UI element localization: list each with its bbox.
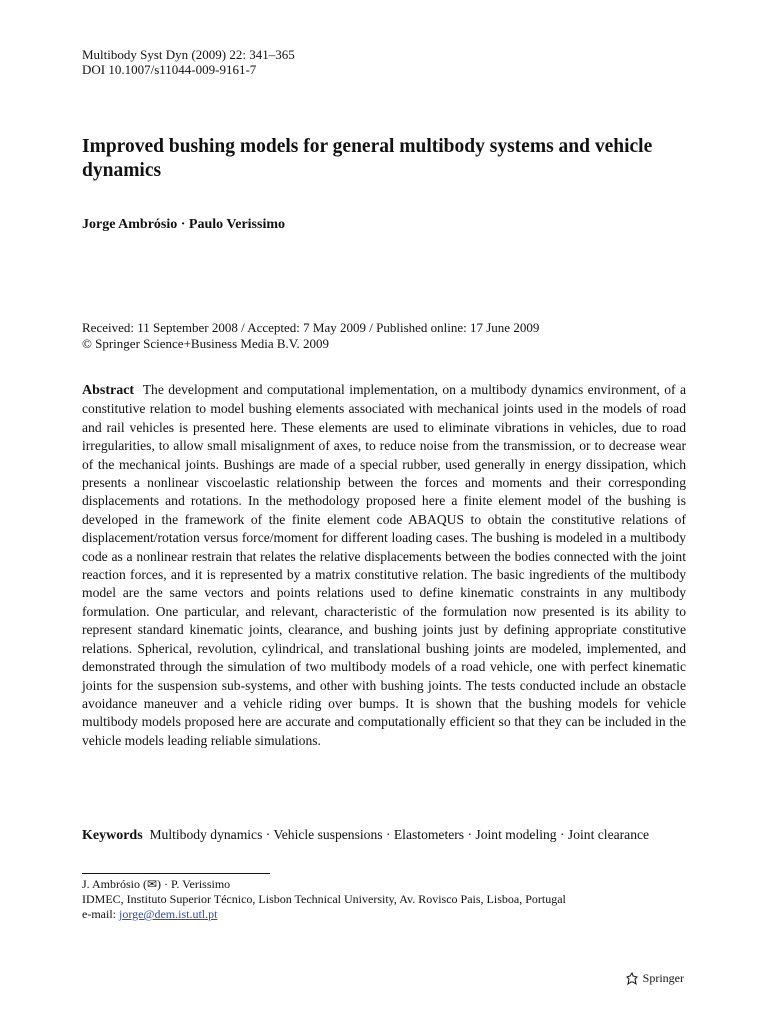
paper-title: Improved bushing models for general multibody systems and vehicle dynamics [82, 136, 653, 181]
author-list: Jorge Ambrósio · Paulo Verissimo [82, 217, 285, 232]
doi: DOI 10.1007/s11044-009-9161-7 [82, 62, 257, 77]
keywords-text: Multibody dynamics · Vehicle suspensions · Elastometers · Joint modeling · Joint clearance [149, 827, 650, 842]
publication-dates: Received: 11 September 2008 / Accepted: 7 May 2009 / Published online: 17 June 2009 [82, 320, 540, 335]
email-line [82, 907, 217, 922]
abstract-label: Abstract [82, 383, 135, 398]
keywords-label: Keywords [82, 828, 143, 843]
email-link[interactable]: jorge@dem.ist.utl.pt [118, 907, 218, 921]
abstract-text: The development and computational implementation, on a multibody dynamics environment, of a constitutive relation to model bushing elements associated with mechanical joints used in the models of road and rail vehicles is presented here. These elements are used to eliminate vibrations in vehicles, due to road irregularities, to allow small misalignment of axes, to reduce noise from the transmission, or to decrease wear of the mechanical joints. Bushings are made of a special rubber, used generally in energy dissipation, which presents a nonlinear viscoelastic relationship between the forces and moments and their corresponding displacements and rotations. In the methodology proposed here a finite element model of the bushing is developed in the framework of the finite element code ABAQUS to obtain the constitutive relations of displacement/rotation versus force/moment for different loading cases. The bushing is modeled in a multibody code as a nonlinear restrain that relates the relative displacements between the bodies connected with the joint reaction forces, and it is represented by a matrix constitutive relation. The basic ingredients of the multibody model are the same vectors and points relations used to define kinematic constraints in any multibody formulation. One particular, and relevant, characteristic of the formulation now presented is its ability to represent standard kinematic joints, clearance, and bushing joints just by defining appropriate constitutive relations. Spherical, revolution, cylindrical, and translational bushing joints are modeled, implemented, and demonstrated through the simulation of two multibody models of a road vehicle, one with perfect kinematic joints for the suspension sub-systems, and other with bushing joints. The tests conducted include an obstacle avoidance maneuver and a vehicle riding over bumps. It is shown that the bushing models for vehicle multibody models proposed here are accurate and computationally efficient so that they can be included in the vehicle models leading reliable simulations. [82, 382, 686, 748]
footnote-divider [82, 873, 270, 874]
affiliation: IDMEC, Instituto Superior Técnico, Lisbon Technical University, Av. Rovisco Pais, Lisboa, Portugal [82, 892, 566, 906]
springer-horse-icon [625, 972, 639, 986]
abstract-paragraph [82, 381, 686, 750]
journal-citation: Multibody Syst Dyn (2009) 22: 341–365 [82, 47, 295, 62]
copyright-notice: © Springer Science+Business Media B.V. 2009 [82, 336, 329, 351]
publisher-logo [625, 971, 684, 986]
keywords-paragraph [82, 826, 686, 845]
corresponding-authors: J. Ambrósio (✉) · P. Verissimo [82, 877, 231, 891]
publisher-name: Springer [642, 971, 684, 985]
email-label: e-mail: [82, 907, 116, 921]
